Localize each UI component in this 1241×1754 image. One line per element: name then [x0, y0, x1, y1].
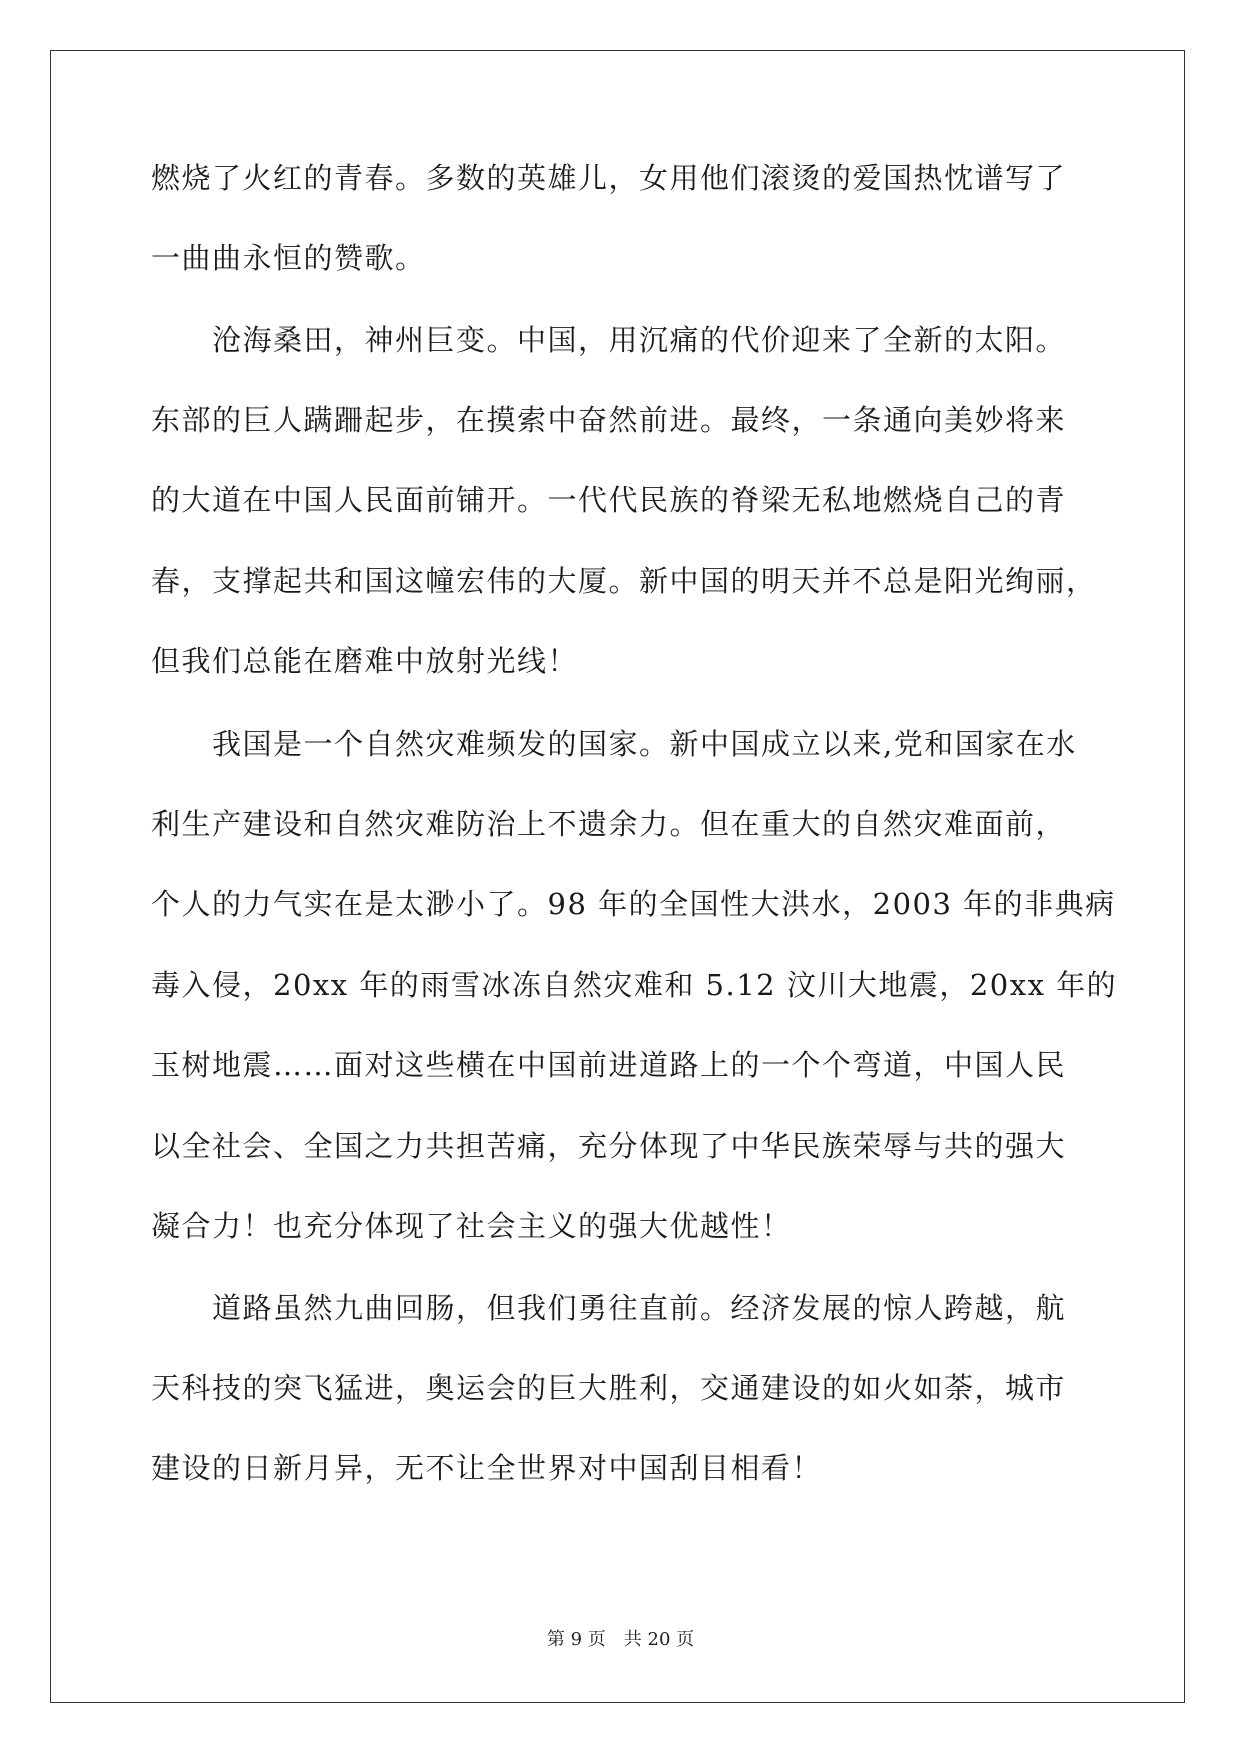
text-line: 的大道在中国人民面前铺开。一代代民族的脊梁无私地燃烧自己的青: [151, 483, 1067, 517]
text-line: 春，支撑起共和国这幢宏伟的大厦。新中国的明天并不总是阳光绚丽，: [151, 564, 1097, 598]
text-line: 玉树地震……面对这些横在中国前进道路上的一个个弯道，中国人民: [151, 1048, 1067, 1082]
text-line: 东部的巨人蹒跚起步，在摸索中奋然前进。最终，一条通向美妙将来: [151, 403, 1067, 437]
text-line: 我国是一个自然灾难频发的国家。新中国成立以来,党和国家在水: [151, 727, 1077, 761]
text-line: 道路虽然九曲回肠，但我们勇往直前。经济发展的惊人跨越，航: [151, 1291, 1067, 1325]
text-line: 毒入侵，20xx 年的雨雪冰冻自然灾难和 5.12 汶川大地震，20xx 年的: [151, 968, 1118, 1002]
text-line: 以全社会、全国之力共担苦痛，充分体现了中华民族荣辱与共的强大: [151, 1129, 1067, 1163]
text-line: 个人的力气实在是太渺小了。98 年的全国性大洪水，2003 年的非典病: [151, 887, 1116, 921]
text-line: 燃烧了火红的青春。多数的英雄儿，女用他们滚烫的爱国热忱谱写了: [151, 161, 1067, 195]
text-line: 天科技的突飞猛进，奥运会的巨大胜利，交通建设的如火如荼，城市: [151, 1371, 1067, 1405]
page-total: 共 20 页: [623, 1629, 695, 1650]
text-line: 建设的日新月异，无不让全世界对中国刮目相看！: [151, 1451, 823, 1485]
text-line: 一曲曲永恒的赞歌。: [151, 241, 426, 275]
page-number: 第 9 页: [546, 1629, 606, 1650]
text-line: 沧海桑田，神州巨变。中国，用沉痛的代价迎来了全新的太阳。: [151, 323, 1067, 357]
text-line: 利生产建设和自然灾难防治上不遗余力。但在重大的自然灾难面前，: [151, 807, 1067, 841]
text-line: 但我们总能在磨难中放射光线！: [151, 644, 579, 678]
page-footer: [0, 1625, 1241, 1651]
text-line: 凝合力！也充分体现了社会主义的强大优越性！: [151, 1209, 792, 1243]
